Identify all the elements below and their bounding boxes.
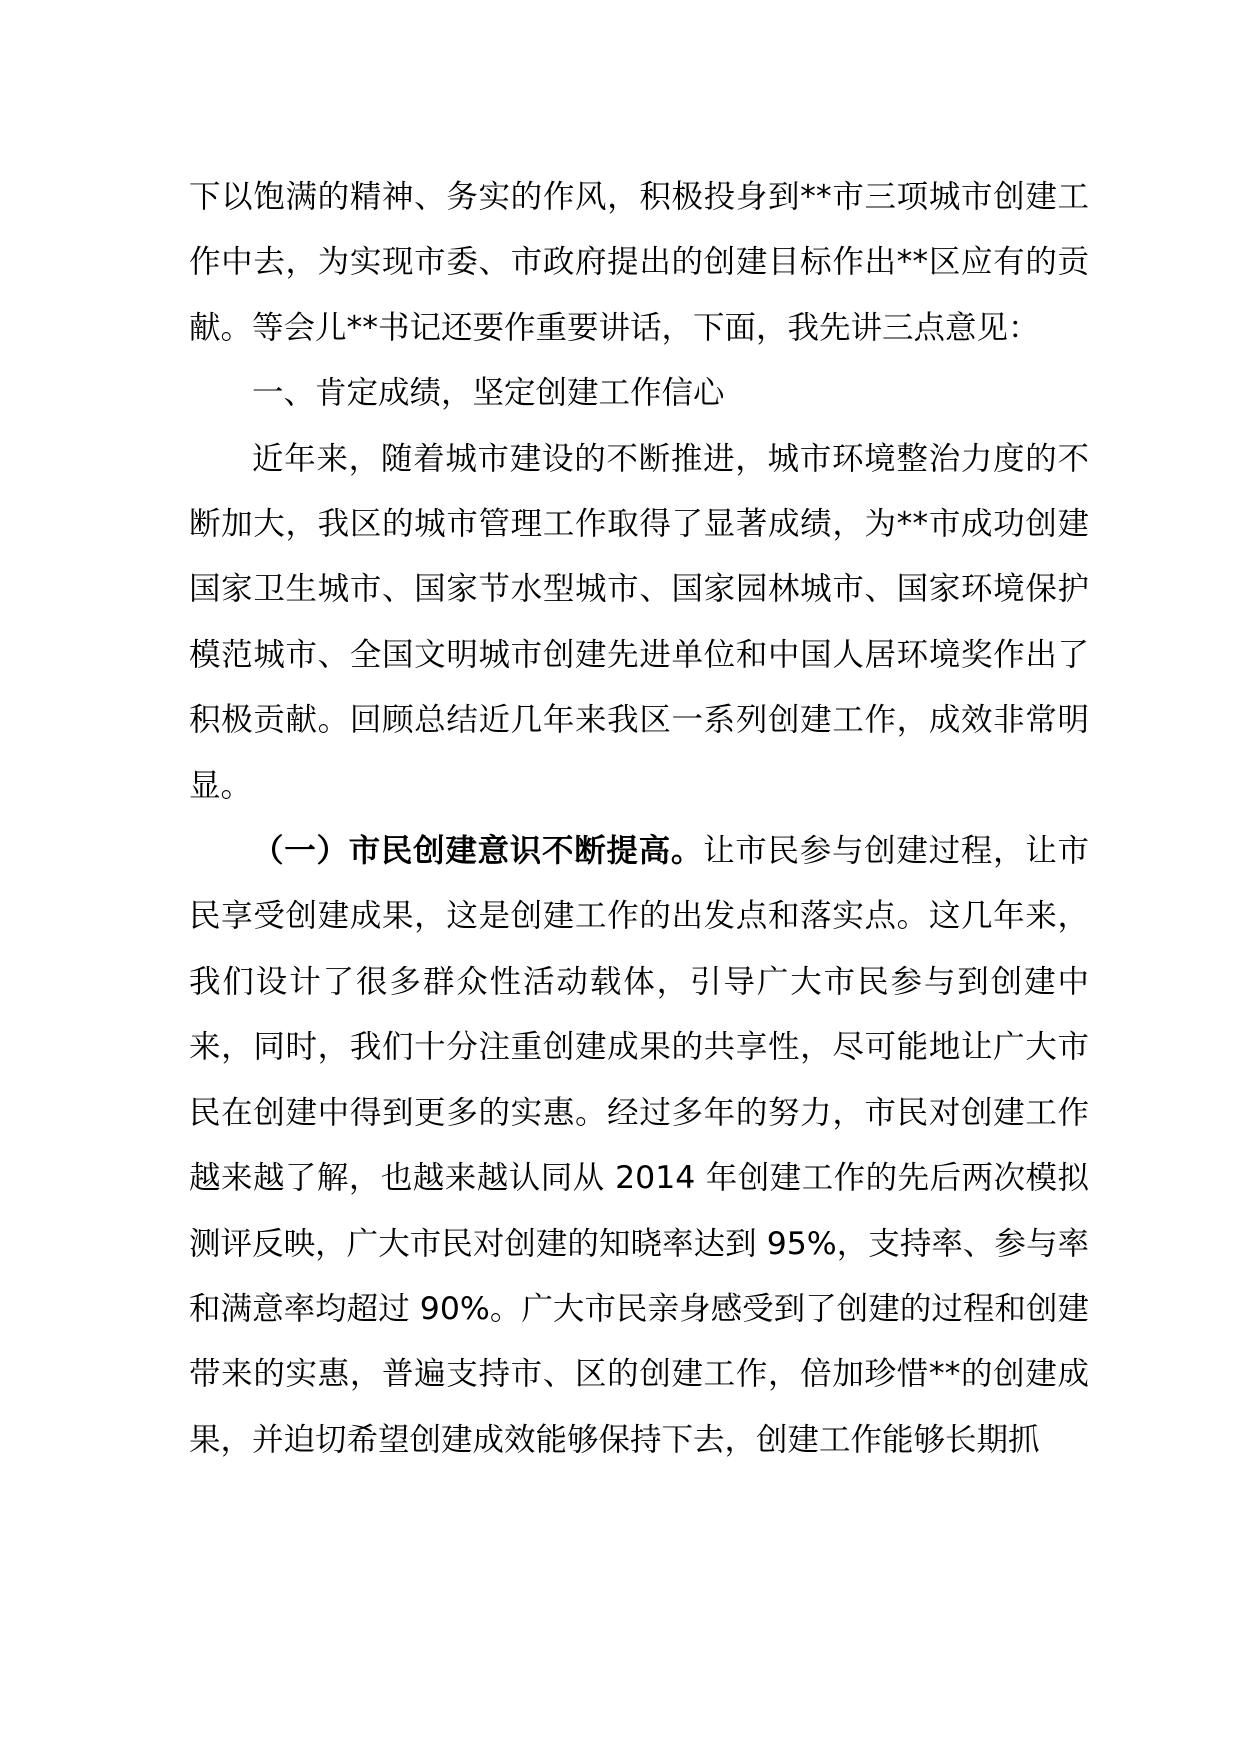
- paragraph-text: 让市民参与创建过程，让市民享受创建成果，这是创建工作的出发点和落实点。这几年来，我们设计了很多群众性活动载体，引导广大市民参与到创建中来，同时，我们十分注重创建成果的共享性，尽可能地让广大市民在创建中得到更多的实惠。经过多年的努力，市民对创建工作越来越了解，也越来越认同从 2014 年创建工作的先后两次模拟测评反映，广大市民对创建的知晓率达到 95%，支持率、参与率和满意率均超过 90%。广大市民亲身感受到了创建的过程和创建带来的实惠，普遍支持市、区的创建工作，倍加珍惜**的创建成果，并迫切希望创建成效能够保持下去，创建工作能够长期抓: [189, 833, 1089, 1458]
- paragraph-text: 近年来，随着城市建设的不断推进，城市环境整治力度的不断加大，我区的城市管理工作取得了显著成绩，为**市成功创建国家卫生城市、国家节水型城市、国家园林城市、国家环境保护模范城市、全国文明城市创建先进单位和中国人居环境奖作出了积极贡献。回顾总结近几年来我区一系列创建工作，成效非常明显。: [189, 440, 1089, 804]
- section-heading-text: 一、肯定成绩，坚定创建工作信心: [252, 375, 725, 412]
- paragraph-continuation: [189, 165, 1089, 361]
- subsection-lead: （一）市民创建意识不断提高。: [252, 833, 704, 870]
- paragraph-achievements: [189, 427, 1089, 819]
- paragraph-subsection-one: [189, 819, 1089, 1473]
- paragraph-text: 下以饱满的精神、务实的作风，积极投身到**市三项城市创建工作中去，为实现市委、市政府提出的创建目标作出**区应有的贡献。等会儿**书记还要作重要讲话，下面，我先讲三点意见：: [189, 179, 1089, 346]
- section-heading: [189, 361, 1089, 426]
- document-body: [189, 165, 1089, 1473]
